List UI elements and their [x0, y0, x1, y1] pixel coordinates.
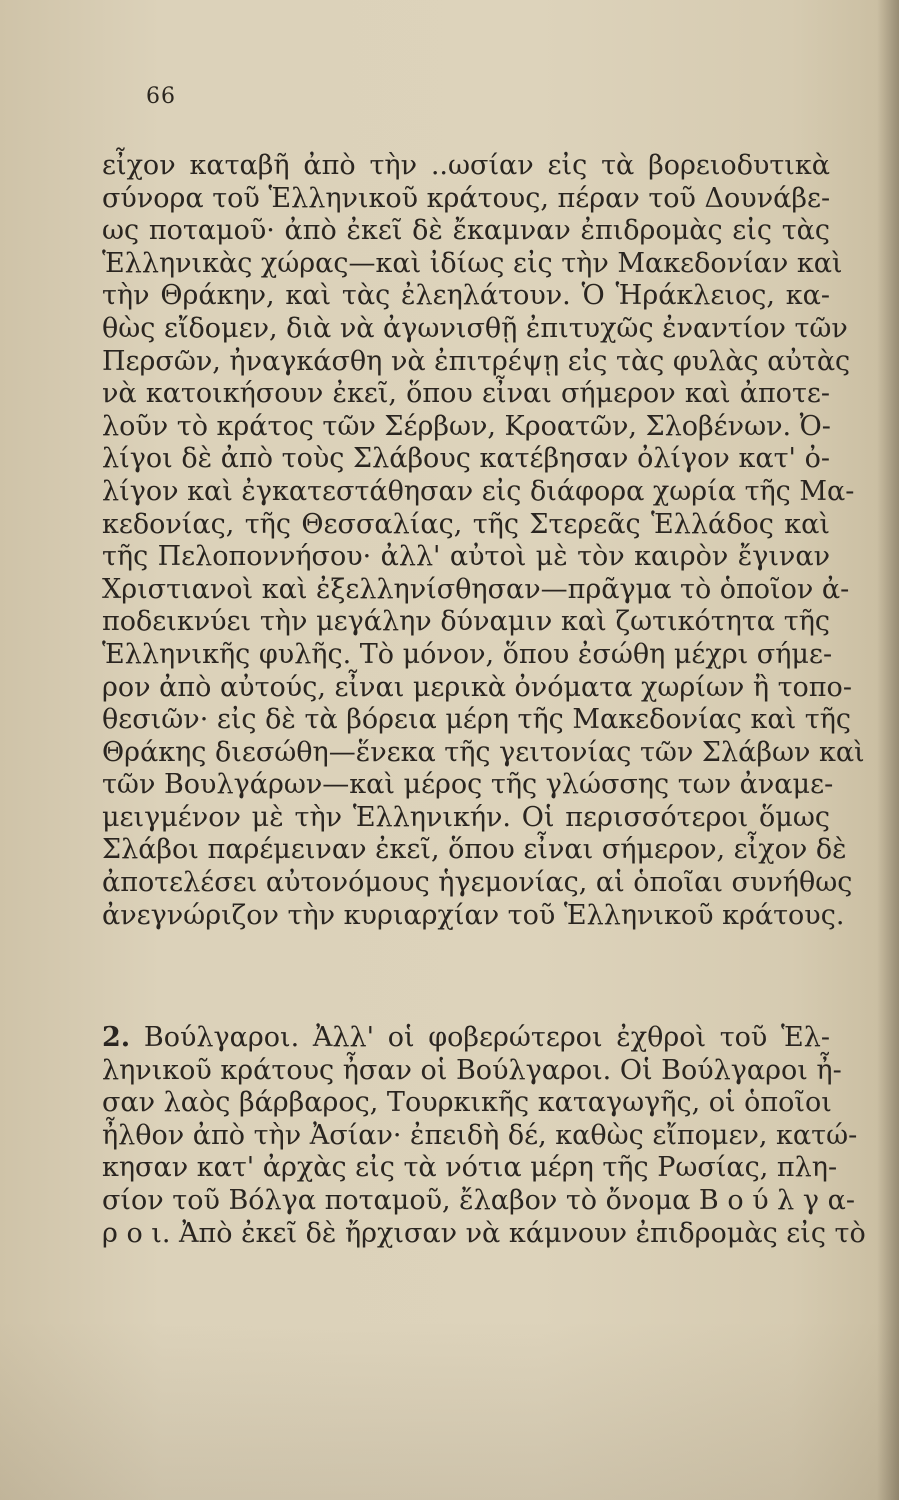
section-number: 2.: [102, 1022, 131, 1053]
text-line: μειγμένον μὲ τὴν Ἑλληνικήν. Οἱ περισσότεροι ὅμως: [102, 801, 830, 833]
text-line: κησαν κατ' ἀρχὰς εἰς τὰ νότια μέρη τῆς Ρωσίας, πλη-: [102, 1152, 838, 1184]
text-line: Ἑλληνικὰς χώρας—καὶ ἰδίως εἰς τὴν Μακεδονίαν καὶ: [102, 247, 843, 279]
text-line: λίγον καὶ ἐγκατεστάθησαν εἰς διάφορα χωρία τῆς Μα-: [102, 475, 855, 507]
text-line: Χριστιανοὶ καὶ ἐξελληνίσθησαν—πρᾶγμα τὸ ὁποῖον ἀ-: [102, 573, 850, 605]
text-line: ρον ἀπὸ αὐτούς, εἶναι μερικὰ ὀνόματα χωρίων ἢ τοπο-: [102, 671, 852, 703]
text-line: εἶχον καταβῆ ἀπὸ τὴν ..ωσίαν εἰς τὰ βορειοδυτικὰ: [102, 150, 830, 181]
text-line: Ἑλληνικῆς φυλῆς. Τὸ μόνον, ὅπου ἐσώθη μέχρι σήμε-: [102, 638, 833, 670]
text-line: θὼς εἴδομεν, διὰ νὰ ἀγωνισθῇ ἐπιτυχῶς ἐναντίον τῶν: [102, 312, 848, 344]
text-line: λοῦν τὸ κράτος τῶν Σέρβων, Κροατῶν, Σλοβένων. Ὀ-: [102, 410, 831, 442]
text-line: ως ποταμοῦ· ἀπὸ ἐκεῖ δὲ ἔκαμναν ἐπιδρομὰς εἰς τὰς: [102, 215, 830, 247]
section-heading-line: [102, 1022, 830, 1055]
text-line: τὴν Θράκην, καὶ τὰς ἐλεηλάτουν. Ὁ Ἡράκλειος, κα-: [102, 280, 830, 312]
text-line: ρ ο ι. Ἀπὸ ἐκεῖ δὲ ἤρχισαν νὰ κάμνουν ἐπιδρομὰς εἰς τὸ: [102, 1217, 866, 1249]
text-line: ἀποτελέσει αὐτονόμους ἡγεμονίας, αἱ ὁποῖαι συνήθως: [102, 867, 853, 899]
text-line: σαν λαὸς βάρβαρος, Τουρκικῆς καταγωγῆς, οἱ ὁποῖοι: [102, 1087, 832, 1119]
section-bulgarians: [102, 1022, 866, 1250]
text-line: τῶν Βουλγάρων—καὶ μέρος τῆς γλώσσης των ἀναμε-: [102, 769, 834, 801]
text-line: νὰ κατοικήσουν ἐκεῖ, ὅπου εἶναι σήμερον καὶ ἀποτε-: [102, 378, 830, 410]
text-line: Σλάβοι παρέμειναν ἐκεῖ, ὅπου εἶναι σήμερον, εἶχον δὲ: [102, 834, 847, 866]
text-line: ληνικοῦ κράτους ἦσαν οἱ Βούλγαροι. Οἱ Βούλγαροι ἦ-: [102, 1054, 842, 1086]
section-heading-text: Βούλγαροι. Ἀλλ' οἱ φοβερώτεροι ἐχθροὶ τοῦ Ἑλ-: [130, 1022, 830, 1053]
text-line: ἦλθον ἀπὸ τὴν Ἀσίαν· ἐπειδὴ δέ, καθὼς εἴπομεν, κατώ-: [102, 1119, 858, 1151]
paragraph-slavs: [102, 150, 865, 932]
text-line: τῆς Πελοποννήσου· ἀλλ' αὐτοὶ μὲ τὸν καιρὸν ἔγιναν: [102, 541, 830, 573]
text-line: κεδονίας, τῆς Θεσσαλίας, τῆς Στερεᾶς Ἑλλάδος καὶ: [102, 508, 830, 540]
page-number: 66: [146, 84, 176, 109]
text-line: Περσῶν, ἠναγκάσθη νὰ ἐπιτρέψῃ εἰς τὰς φυλὰς αὐτὰς: [102, 345, 851, 377]
text-line: σύνορα τοῦ Ἑλληνικοῦ κράτους, πέραν τοῦ Δουνάβε-: [102, 182, 831, 214]
text-line: ποδεικνύει τὴν μεγάλην δύναμιν καὶ ζωτικότητα τῆς: [102, 606, 830, 638]
text-line: σίον τοῦ Βόλγα ποταμοῦ, ἔλαβον τὸ ὄνομα Β ο ύ λ γ α-: [102, 1184, 855, 1216]
text-line: Θράκης διεσώθη—ἕνεκα τῆς γειτονίας τῶν Σλάβων καὶ: [102, 736, 865, 768]
text-line: θεσιῶν· εἰς δὲ τὰ βόρεια μέρη τῆς Μακεδονίας καὶ τῆς: [102, 704, 852, 736]
text-line: λίγοι δὲ ἀπὸ τοὺς Σλάβους κατέβησαν ὀλίγον κατ' ὀ-: [102, 443, 830, 475]
text-line: ἀνεγνώριζον τὴν κυριαρχίαν τοῦ Ἑλληνικοῦ κράτους.: [102, 899, 845, 931]
